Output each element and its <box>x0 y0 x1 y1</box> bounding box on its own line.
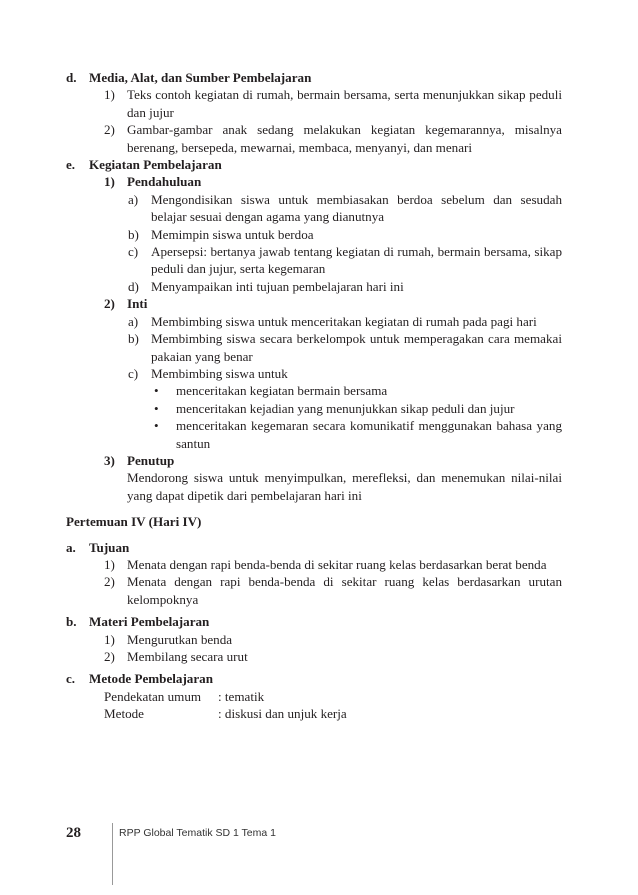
subsection-penutup <box>78 452 562 469</box>
list-item <box>78 191 562 226</box>
method-value: : tematik <box>218 688 265 704</box>
item-text: Menata dengan rapi benda-benda di sekitar ruang kelas berdasarkan urutan kelompoknya <box>127 574 562 607</box>
item-label: a) <box>128 313 139 329</box>
item-text: Gambar-gambar anak sedang melakukan kegiatan kegemarannya, misalnya berenang, bersepeda, mewarnai, membaca, menyanyi, dan menari <box>127 122 562 155</box>
subsection-title: Penutup <box>127 452 175 468</box>
section-a <box>66 539 562 556</box>
section-e-label: e. <box>66 157 76 173</box>
subsection-label: 3) <box>104 452 115 468</box>
section-title: Tujuan <box>89 539 130 555</box>
bullet-item <box>78 400 562 417</box>
item-text: Memimpin siswa untuk berdoa <box>151 226 314 242</box>
subsection-inti <box>78 295 562 312</box>
section-d-label: d. <box>66 70 77 85</box>
item-label: 2) <box>104 649 115 664</box>
section-label: b. <box>66 614 77 630</box>
item-label: c) <box>128 365 139 381</box>
bullet-text: menceritakan kejadian yang menunjukkan sikap peduli dan jujur <box>176 400 515 416</box>
list-item <box>78 121 562 156</box>
section-d <box>66 69 562 86</box>
item-text: Menata dengan rapi benda-benda di sekitar ruang kelas berdasarkan berat benda <box>127 556 547 572</box>
pertemuan-heading: Pertemuan IV (Hari IV) <box>66 514 202 530</box>
item-text: Apersepsi: bertanya jawab tentang kegiatan di rumah, bermain bersama, sikap peduli dan jujur, serta kegemaran <box>151 244 562 277</box>
subsection-label: 2) <box>104 296 115 312</box>
list-item <box>78 243 562 278</box>
bullet-icon: • <box>154 383 159 399</box>
section-b <box>66 613 562 630</box>
bullet-icon: • <box>154 418 159 434</box>
item-label: d) <box>128 278 139 294</box>
bullet-text: menceritakan kegemaran secara komunikatif menggunakan bahasa yang santun <box>176 418 562 451</box>
item-text: Membilang secara urut <box>127 649 248 664</box>
method-row <box>104 705 562 722</box>
list-item <box>78 86 562 121</box>
page-content <box>66 69 562 723</box>
item-text: Menyampaikan inti tujuan pembelajaran hari ini <box>151 278 404 294</box>
item-label: 2) <box>104 122 115 138</box>
list-item <box>78 631 562 648</box>
list-item <box>78 556 562 573</box>
section-e <box>66 156 562 173</box>
section-title: Metode Pembelajaran <box>89 671 213 687</box>
method-value: : diskusi dan unjuk kerja <box>218 706 347 722</box>
subsection-pendahuluan <box>78 173 562 190</box>
section-c <box>66 670 562 687</box>
penutup-text: Mendorong siswa untuk menyimpulkan, merefleksi, dan menemukan nilai-nilai yang dapat dipetik dari pembelajaran hari ini <box>127 470 562 503</box>
item-label: b) <box>128 331 139 347</box>
section-label: a. <box>66 539 76 555</box>
item-text: Membimbing siswa untuk menceritakan kegiatan di rumah pada pagi hari <box>151 313 537 329</box>
method-key: Pendekatan umum <box>104 688 202 704</box>
bullet-item <box>78 417 562 452</box>
item-label: a) <box>128 191 139 207</box>
item-text: Membimbing siswa secara berkelompok untuk memperagakan cara memakai pakaian yang benar <box>151 331 562 364</box>
item-label: b) <box>128 226 139 242</box>
method-key: Metode <box>104 706 144 722</box>
list-item <box>78 313 562 330</box>
item-label: 2) <box>104 574 115 590</box>
bullet-icon: • <box>154 400 159 416</box>
item-text: Mengondisikan siswa untuk membiasakan berdoa sebelum dan sesudah belajar sesuai dengan agama yang dianutnya <box>151 191 562 225</box>
page-footer <box>66 825 486 842</box>
item-text: Mengurutkan benda <box>127 631 233 647</box>
item-label: 1) <box>104 87 115 103</box>
subsection-label: 1) <box>104 174 115 190</box>
bullet-item <box>78 382 562 399</box>
list-item <box>78 226 562 243</box>
footer-title: RPP Global Tematik SD 1 Tema 1 <box>119 827 276 839</box>
item-label: 1) <box>104 631 115 647</box>
section-e-title: Kegiatan Pembelajaran <box>89 157 222 173</box>
item-text: Teks contoh kegiatan di rumah, bermain bersama, serta menunjukkan sikap peduli dan jujur <box>127 87 562 120</box>
subsection-title: Pendahuluan <box>127 174 202 190</box>
page-number: 28 <box>66 825 81 841</box>
method-row <box>104 688 562 705</box>
bullet-text: menceritakan kegiatan bermain bersama <box>176 383 388 399</box>
item-label: 1) <box>104 556 115 572</box>
item-label: c) <box>128 244 139 260</box>
subsection-title: Inti <box>127 296 148 312</box>
list-item <box>78 573 562 608</box>
section-d-title: Media, Alat, dan Sumber Pembelajaran <box>89 70 312 85</box>
list-item <box>78 330 562 365</box>
section-title: Materi Pembelajaran <box>89 614 210 630</box>
list-item <box>78 278 562 295</box>
footer-divider <box>112 823 113 885</box>
list-item <box>78 365 562 382</box>
item-text: Membimbing siswa untuk <box>151 365 288 381</box>
list-item <box>78 648 562 665</box>
section-label: c. <box>66 671 76 687</box>
